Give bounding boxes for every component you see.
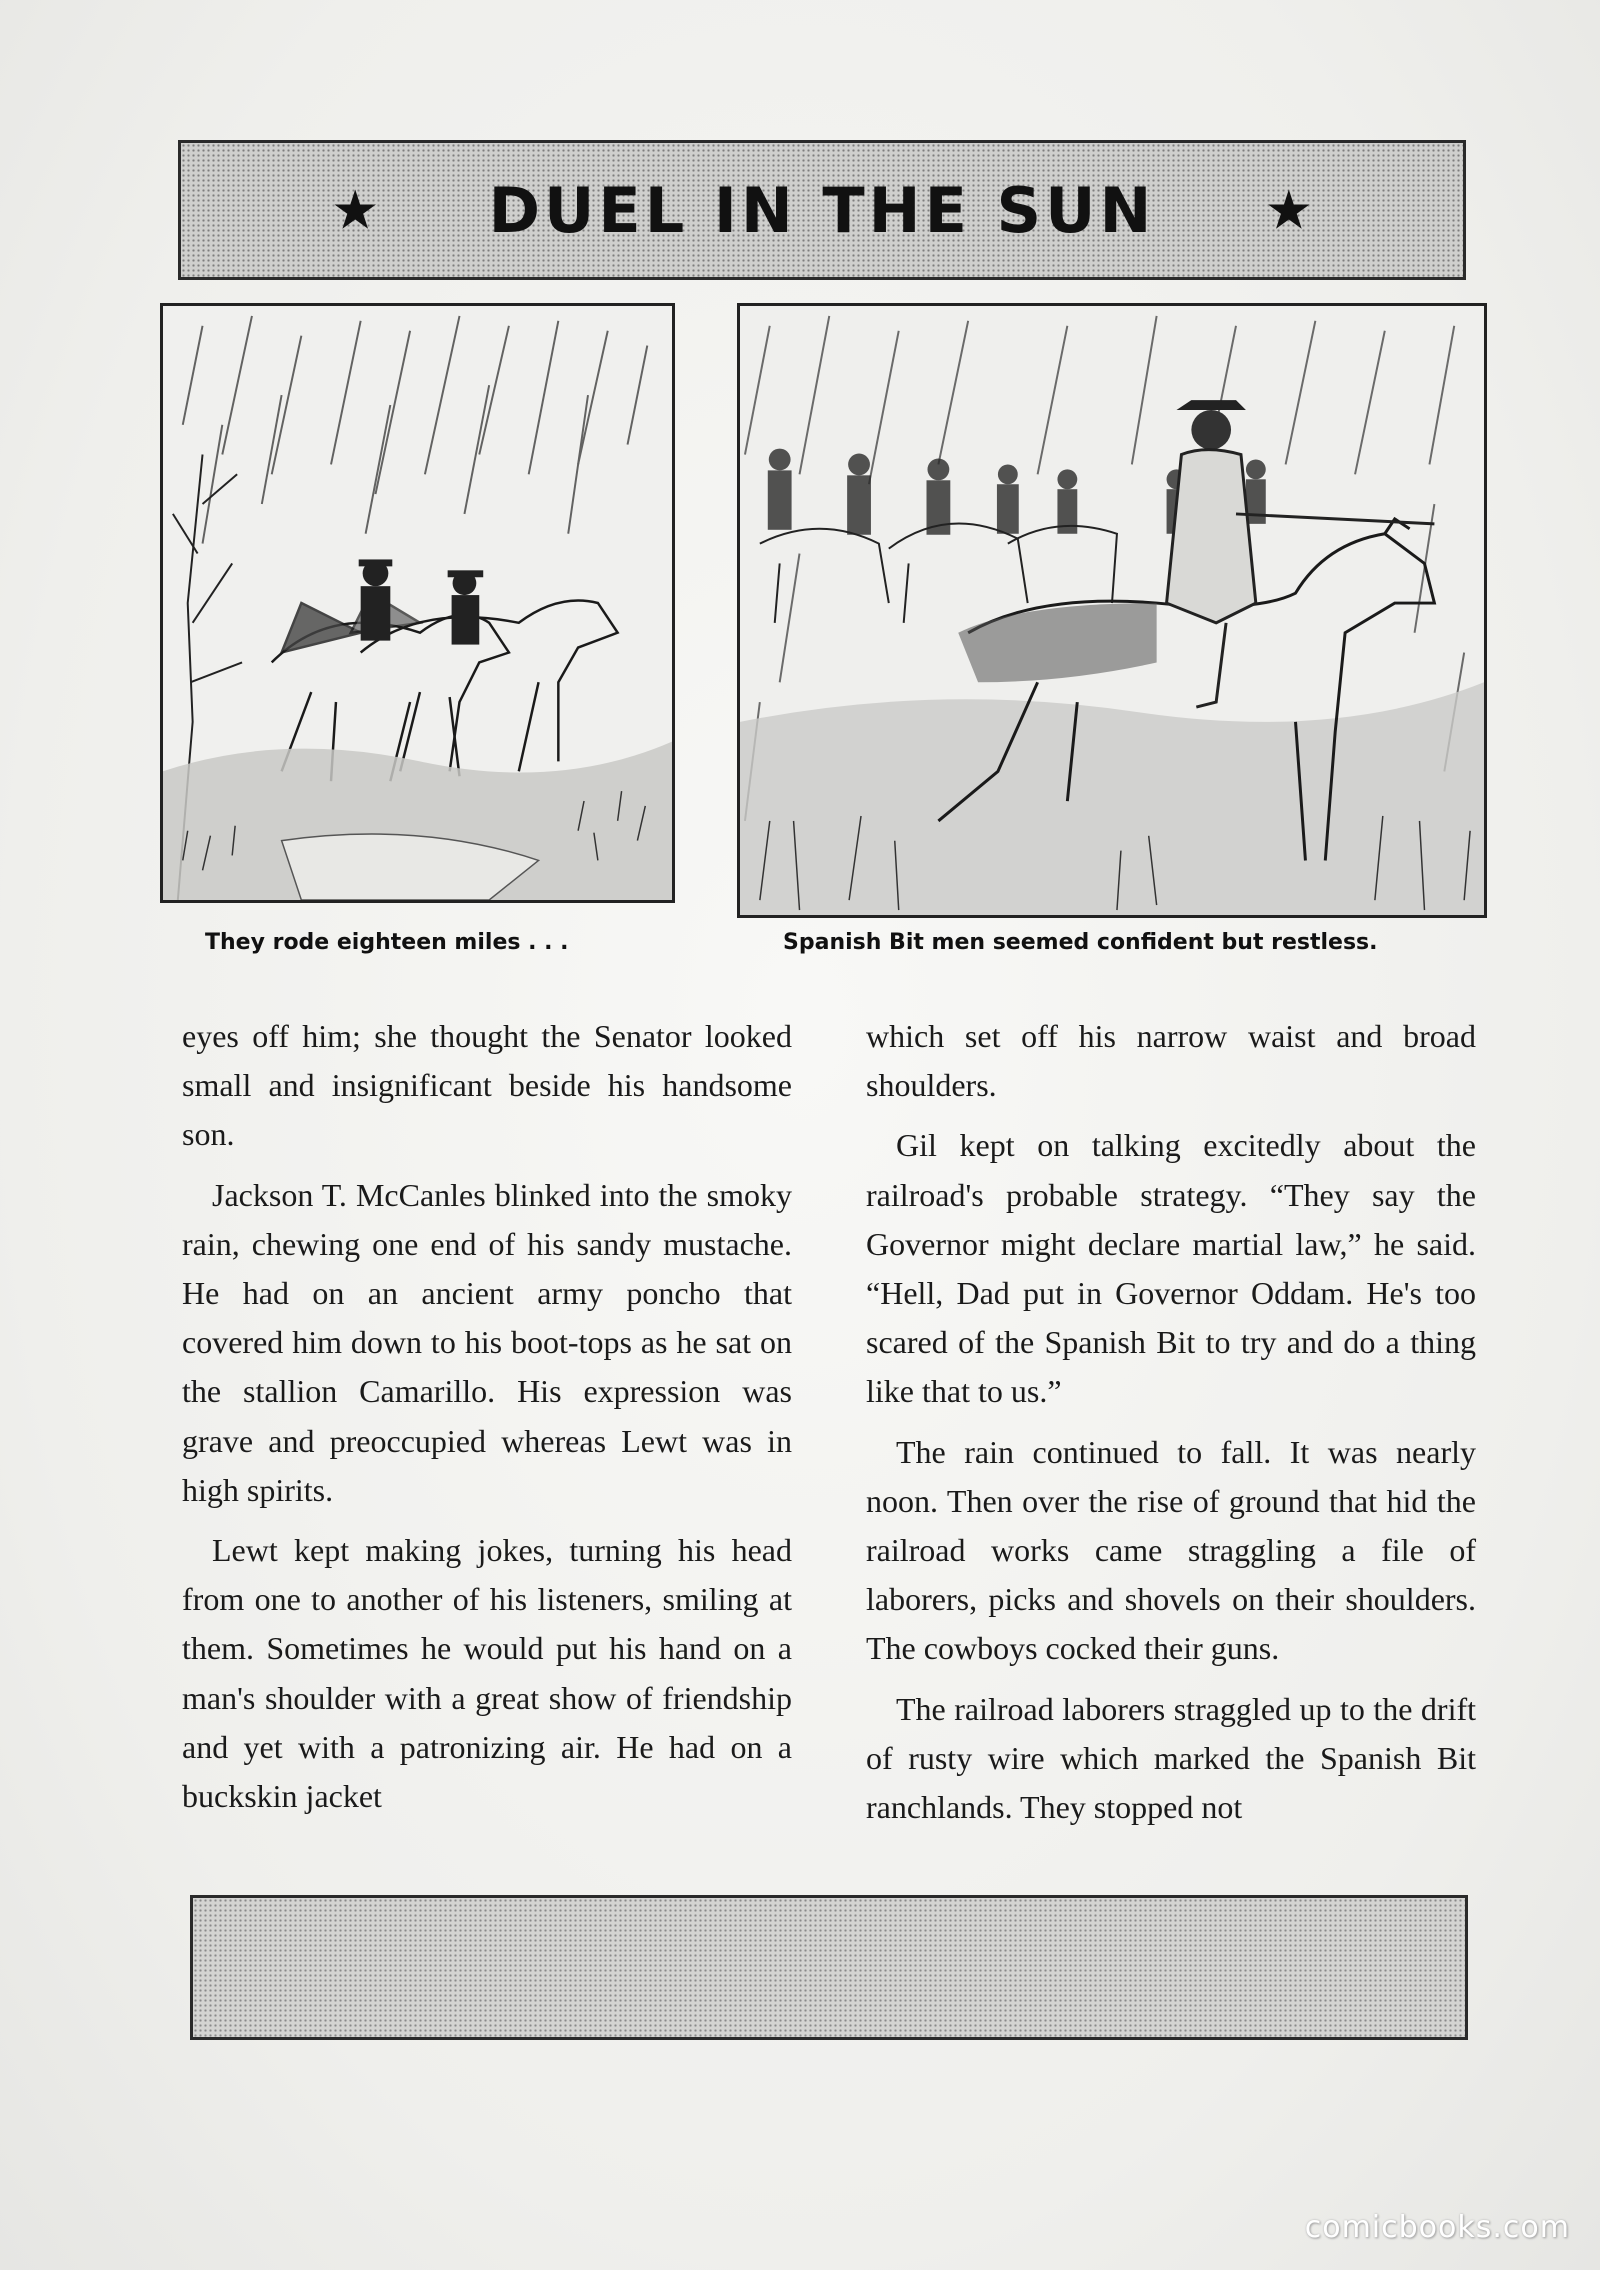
paragraph: eyes off him; she thought the Senator looked small and insignificant beside his handsome son.	[182, 1018, 792, 1153]
riders-drawing	[163, 306, 672, 900]
paragraph: Lewt kept making jokes, turning his head from one to another of his listeners, smiling at them. Sometimes he would put his hand on a man's shoulder with a great show of friendship and yet with a patronizing air. He had on a buckskin jacket	[182, 1532, 792, 1815]
illustration-spanish-bit-men	[737, 303, 1487, 918]
paragraph: The rain continued to fall. It was nearly noon. Then over the rise of ground that hid the railroad works came straggling a file of laborers, picks and shovels on their shoulders. The cowboys cocked their guns.	[866, 1433, 1476, 1667]
paragraph: The railroad laborers straggled up to the drift of rusty wire which marked the Spanish Bit ranchlands. They stopped not	[866, 1690, 1476, 1826]
footer-banner	[190, 1895, 1468, 2040]
watermark: comicbooks.com	[1304, 2210, 1570, 2245]
spanish-bit-drawing	[740, 306, 1484, 915]
paragraph: Gil kept on talking excitedly about the railroad's probable strategy. “They say the Governor might declare martial law,” he said. “Hell, Dad put in Governor Oddam. He's too scared of the Spanish Bit to try and do a thing like that to us.”	[866, 1127, 1476, 1410]
title-banner	[178, 140, 1466, 280]
paragraph: Jackson T. McCanles blinked into the smoky rain, chewing one end of his sandy mustache. He had on an ancient army poncho that covered him down to his boot-tops as he sat on the stallion Camarillo. His expression was grave and preoccupied whereas Lewt was in high spirits.	[182, 1176, 792, 1508]
panel-caption-right: Spanish Bit men seemed confident but restless.	[783, 930, 1378, 955]
illustration-riders	[160, 303, 675, 903]
star-icon-left: ★	[331, 178, 380, 242]
paragraph: which set off his narrow waist and broad shoulders.	[866, 1018, 1476, 1104]
text-column-left	[182, 1012, 792, 1821]
panel-caption-left: They rode eighteen miles . . .	[205, 930, 569, 955]
star-icon-right: ★	[1264, 178, 1313, 242]
text-column-right	[866, 1012, 1476, 1832]
page-title: DUEL IN THE SUN	[488, 173, 1156, 247]
